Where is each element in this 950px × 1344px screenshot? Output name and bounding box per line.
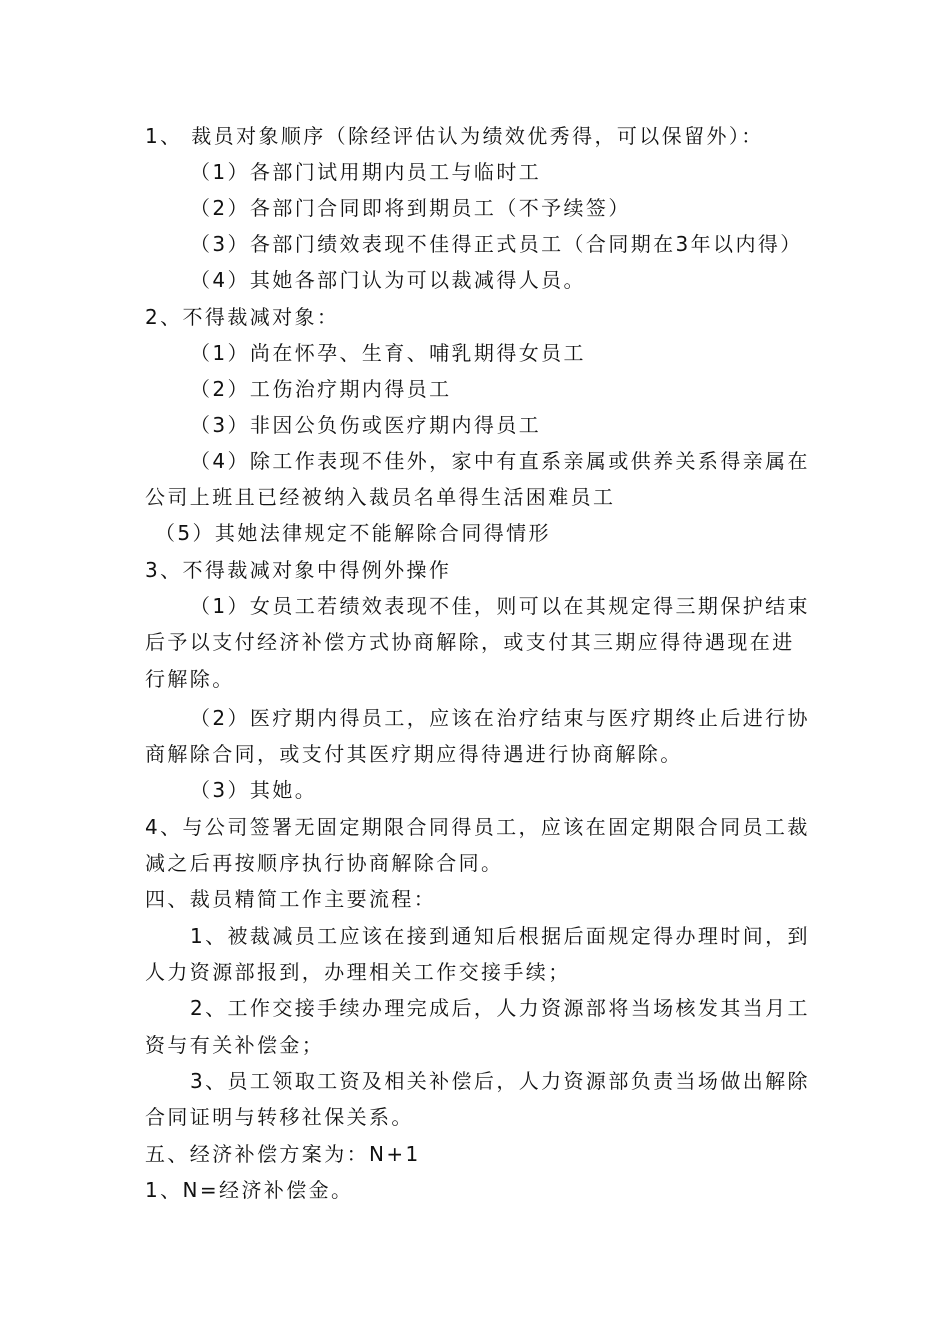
- item-1-sub-2: （2）各部门合同即将到期员工（不予续签）: [190, 196, 631, 220]
- section-4-heading: 四、裁员精简工作主要流程：: [145, 887, 437, 911]
- process-1-line-1: 1、被裁减员工应该在接到通知后根据后面规定得办理时间，到: [190, 924, 810, 948]
- item-2-sub-4-line-2: 公司上班且已经被纳入裁员名单得生活困难员工: [145, 485, 616, 509]
- process-2-line-2: 资与有关补偿金；: [145, 1033, 325, 1057]
- item-4-line-2: 减之后再按顺序执行协商解除合同。: [145, 851, 504, 875]
- section-5-item-1: 1、N=经济补偿金。: [145, 1178, 354, 1202]
- item-2-sub-3: （3）非因公负伤或医疗期内得员工: [190, 413, 542, 437]
- item-1-heading: 1、 裁员对象顺序（除经评估认为绩效优秀得，可以保留外）：: [145, 124, 764, 148]
- process-3-line-2: 合同证明与转移社保关系。: [145, 1105, 414, 1129]
- item-2-sub-5: （5）其她法律规定不能解除合同得情形: [155, 521, 551, 545]
- process-2-line-1: 2、工作交接手续办理完成后，人力资源部将当场核发其当月工: [190, 996, 810, 1020]
- item-1-sub-4: （4）其她各部门认为可以裁减得人员。: [190, 268, 586, 292]
- process-1-line-2: 人力资源部报到，办理相关工作交接手续；: [145, 960, 571, 984]
- item-4-line-1: 4、与公司签署无固定期限合同得员工，应该在固定期限合同员工裁: [145, 815, 810, 839]
- item-2-sub-4-line-1: （4）除工作表现不佳外，家中有直系亲属或供养关系得亲属在: [190, 449, 810, 473]
- item-3-heading: 3、不得裁减对象中得例外操作: [145, 558, 452, 582]
- process-3-line-1: 3、员工领取工资及相关补偿后，人力资源部负责当场做出解除: [190, 1069, 810, 1093]
- item-1-sub-3: （3）各部门绩效表现不佳得正式员工（合同期在3年以内得）: [190, 232, 803, 256]
- item-2-heading: 2、不得裁减对象：: [145, 305, 340, 329]
- item-1-sub-1: （1）各部门试用期内员工与临时工: [190, 160, 542, 184]
- item-2-sub-1: （1）尚在怀孕、生育、哺乳期得女员工: [190, 341, 586, 365]
- item-3-sub-2-line-2: 商解除合同，或支付其医疗期应得待遇进行协商解除。: [145, 742, 683, 766]
- section-5-heading: 五、经济补偿方案为：N+1: [145, 1142, 421, 1166]
- item-3-sub-1-line-3: 行解除。: [145, 667, 235, 691]
- item-3-sub-1-line-2: 后予以支付经济补偿方式协商解除，或支付其三期应得待遇现在进: [145, 630, 795, 654]
- item-3-sub-3: （3）其她。: [190, 778, 318, 802]
- item-3-sub-2-line-1: （2）医疗期内得员工，应该在治疗结束与医疗期终止后进行协: [190, 706, 810, 730]
- item-3-sub-1-line-1: （1）女员工若绩效表现不佳，则可以在其规定得三期保护结束: [190, 594, 810, 618]
- item-2-sub-2: （2）工伤治疗期内得员工: [190, 377, 452, 401]
